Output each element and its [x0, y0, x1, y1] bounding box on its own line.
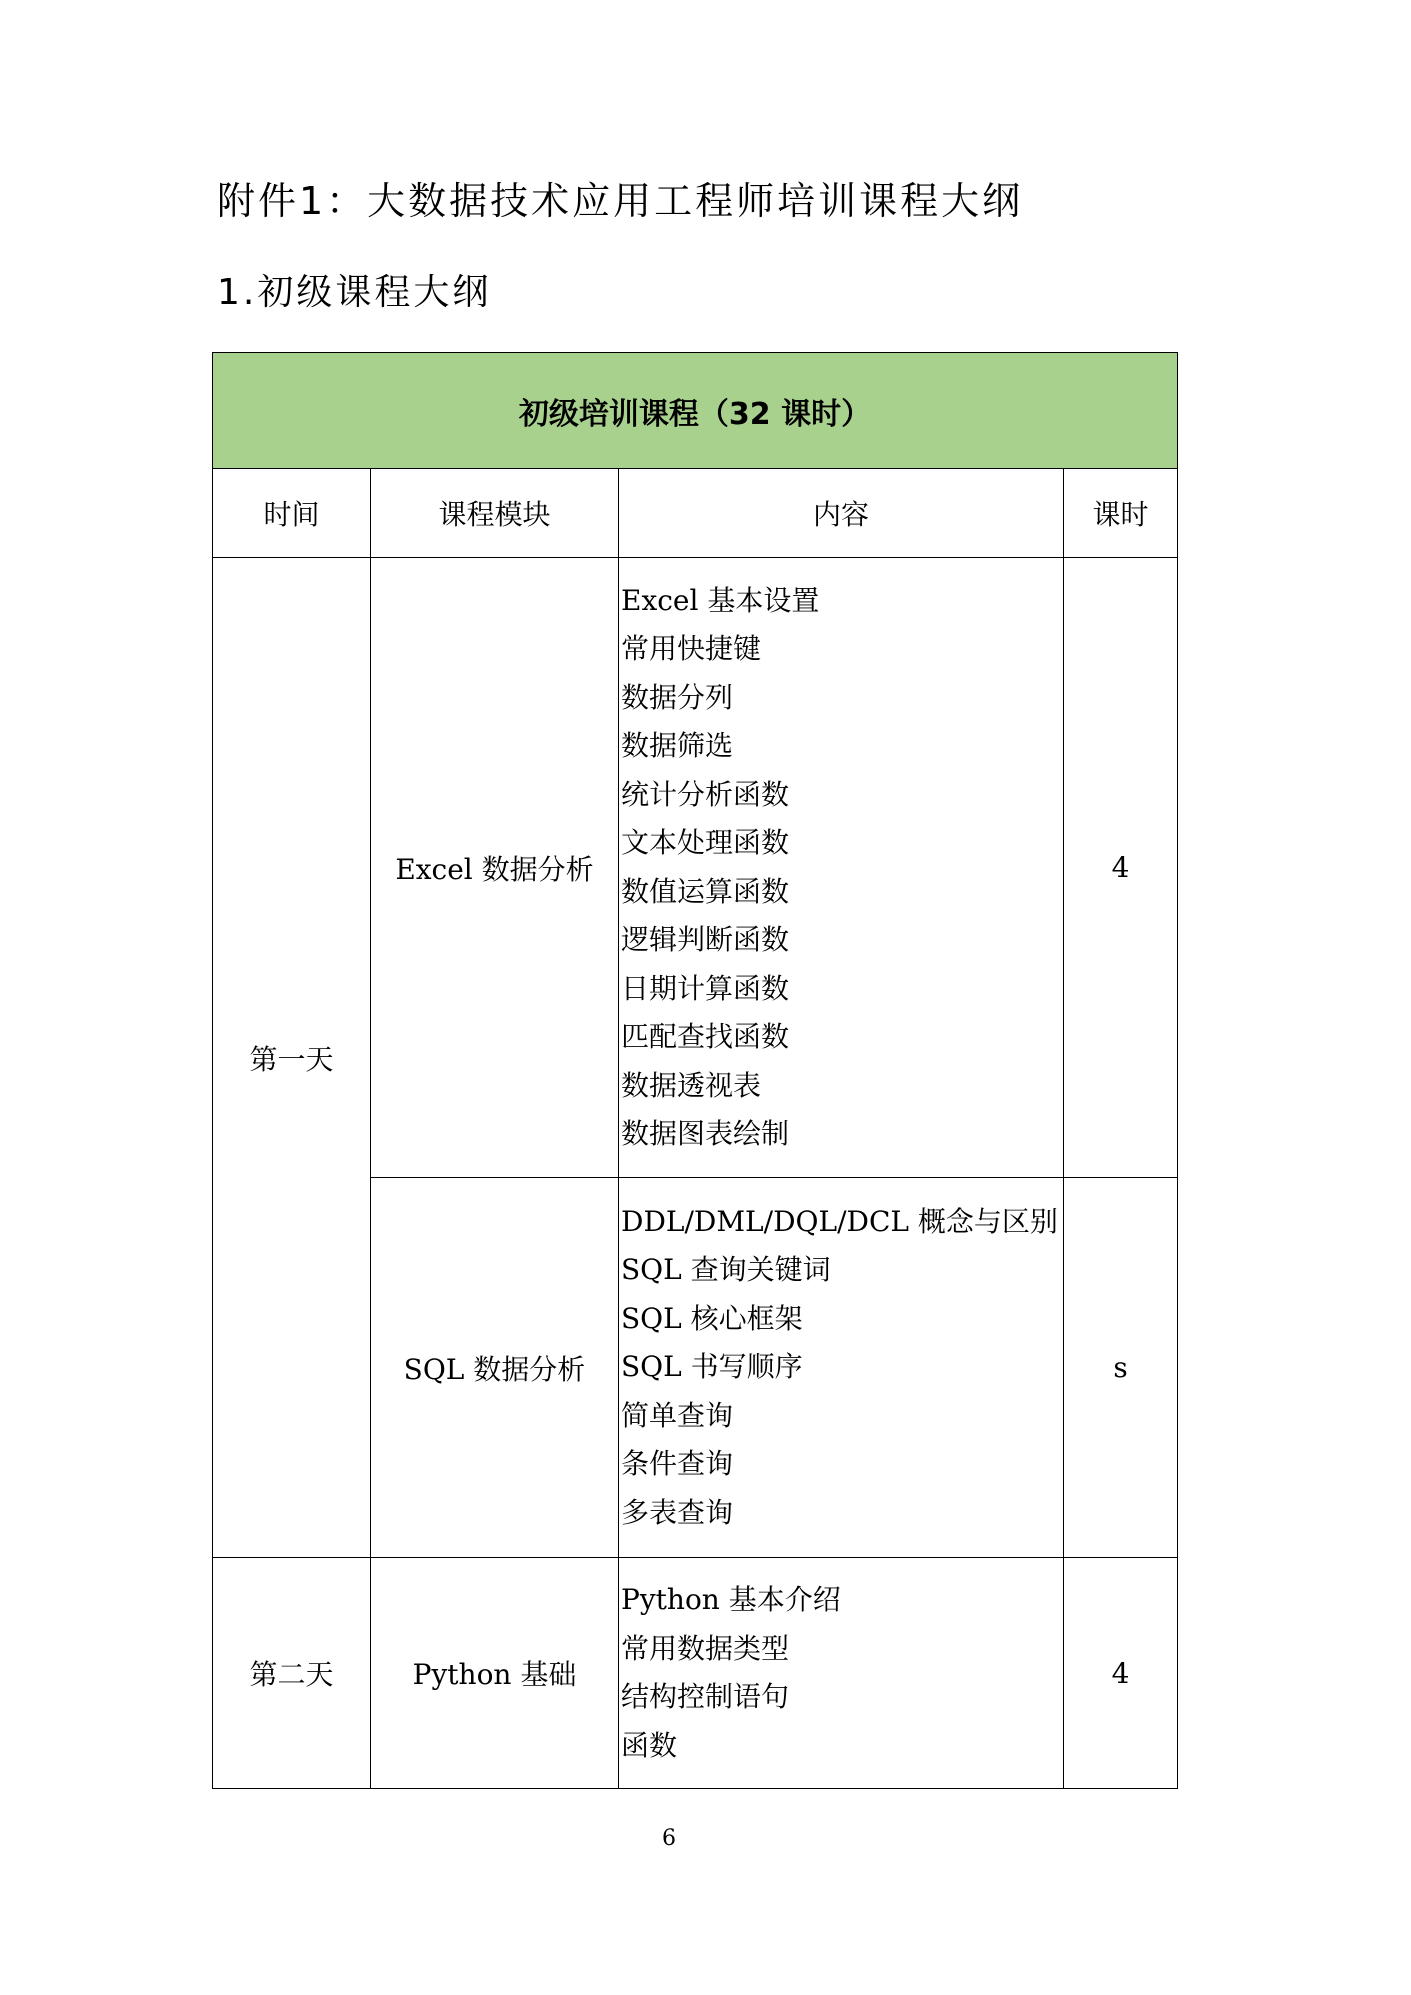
content-item: 数据透视表: [621, 1068, 762, 1102]
table-row: [213, 558, 1178, 1178]
content-item: 结构控制语句: [621, 1680, 790, 1713]
content-item: 常用快捷键: [621, 632, 762, 665]
table-row: [213, 1558, 1178, 1789]
column-header-hours: 课时: [1064, 469, 1178, 558]
column-header-module: 课程模块: [371, 469, 619, 558]
content-item: 匹配查找函数: [621, 1020, 790, 1053]
content-item: 逻辑判断函数: [621, 923, 790, 956]
content-list: [621, 559, 1063, 1177]
content-item: Python 基本介绍: [621, 1583, 841, 1616]
course-outline-table: [212, 352, 1178, 1789]
content-item: SQL 书写顺序: [621, 1350, 803, 1384]
content-item: 数据图表绘制: [621, 1117, 790, 1150]
content-item: Excel 基本设置: [621, 583, 820, 617]
module-cell: SQL 数据分析: [371, 1178, 619, 1558]
content-item: 文本处理函数: [621, 826, 790, 859]
table-title: 初级培训课程（32 课时）: [213, 353, 1178, 469]
column-header-content: 内容: [619, 469, 1064, 558]
content-item: SQL 查询关键词: [621, 1253, 831, 1287]
hours-cell: s: [1064, 1178, 1178, 1558]
content-item: SQL 核心框架: [621, 1301, 803, 1335]
module-cell: Python 基础: [371, 1558, 619, 1789]
table-title-row: [213, 353, 1178, 469]
content-cell: [619, 1558, 1064, 1789]
table-header-row: [213, 469, 1178, 558]
content-item: 简单查询: [621, 1398, 734, 1432]
content-cell: [619, 1178, 1064, 1558]
content-item: 条件查询: [621, 1447, 734, 1481]
section-subtitle: 1.初级课程大纲: [217, 272, 492, 313]
day-cell: 第一天: [213, 558, 371, 1558]
content-item: 日期计算函数: [621, 971, 790, 1005]
content-item: 数值运算函数: [621, 874, 790, 908]
hours-cell: 4: [1064, 1558, 1178, 1789]
content-item: 函数: [621, 1728, 678, 1762]
content-item: DDL/DML/DQL/DCL 概念与区别: [621, 1204, 1058, 1238]
hours-cell: 4: [1064, 558, 1178, 1178]
document-title: 附件1：大数据技术应用工程师培训课程大纲: [217, 179, 1024, 223]
content-list: [621, 1558, 1063, 1788]
module-cell: Excel 数据分析: [371, 558, 619, 1178]
content-list: [621, 1180, 1063, 1556]
column-header-time: 时间: [213, 469, 371, 558]
content-cell: [619, 558, 1064, 1178]
day-cell: 第二天: [213, 1558, 371, 1789]
content-item: 统计分析函数: [621, 777, 790, 811]
content-item: 数据分列: [621, 680, 734, 714]
content-item: 多表查询: [621, 1495, 734, 1529]
content-item: 数据筛选: [621, 729, 734, 762]
page-number: 6: [662, 1826, 676, 1851]
content-item: 常用数据类型: [621, 1631, 790, 1665]
